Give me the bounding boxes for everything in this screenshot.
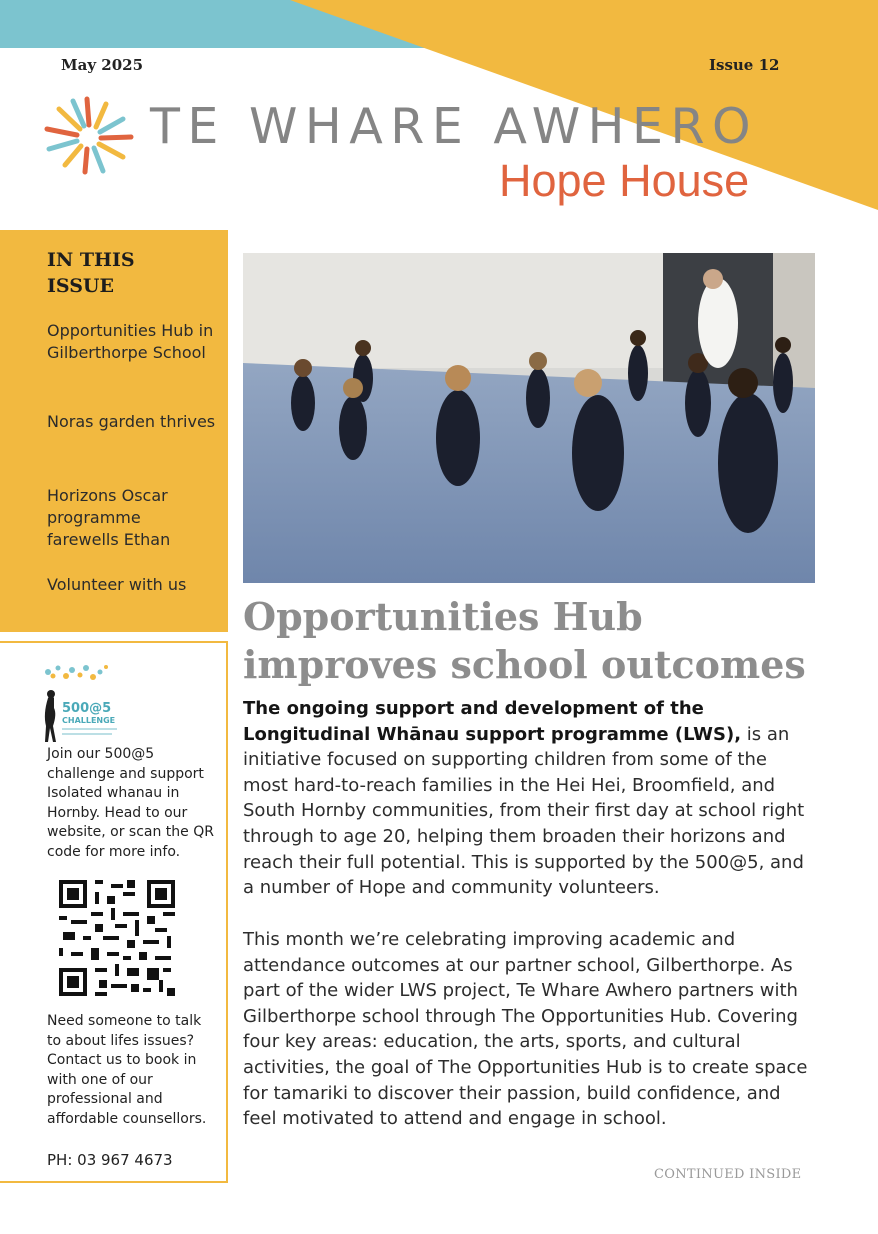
counselling-description: Need someone to talk to about lifes issues? Contact us to book in with one of our professional and affordable counsellors. (47, 1013, 207, 1127)
promo-box (0, 641, 228, 1183)
issue-date: May 2025 (61, 56, 144, 74)
in-this-issue-panel (0, 230, 228, 632)
qr-code-icon[interactable] (59, 880, 175, 996)
karate-class-photo (243, 253, 815, 583)
sunburst-logo-icon (43, 95, 135, 175)
toc-item-opportunities-hub[interactable]: Opportunities Hub in Gilberthorpe School (47, 321, 214, 362)
lead-bold-text: The ongoing support and development of the Longitudinal Whānau support programme (LWS), (243, 698, 742, 745)
article-headline (243, 593, 843, 689)
challenge-logo-subtitle: CHALLENGE (62, 716, 116, 725)
challenge-logo-title: 500@5 (62, 701, 112, 716)
continued-inside-label: CONTINUED INSIDE (654, 1167, 802, 1182)
in-this-issue-heading: IN THIS ISSUE (47, 249, 135, 297)
challenge-description: Join our 500@5 challenge and support Isolated whanau in Hornby. Head to our website, or scan the QR code for more info. (47, 746, 214, 860)
article-lead-paragraph (243, 696, 815, 901)
toc-item-volunteer[interactable]: Volunteer with us (47, 575, 187, 594)
headline-line-2: improves school outcomes (243, 642, 806, 687)
toc-item-horizons-oscar[interactable]: Horizons Oscar programme farewells Ethan (47, 486, 171, 549)
issue-number: Issue 12 (709, 56, 780, 74)
brand-subtitle: Hope House (499, 155, 750, 206)
article-second-paragraph: This month we’re celebrating improving academic and attendance outcomes at our partner school, Gilberthorpe. As part of the wider LWS project, Te Whare Awhero partners with Gilberthorpe school through The Opportunities Hub. Covering four key areas: education, the arts, sports, and cultural activities, the goal of The Opportunities Hub is to create space for tamariki to discover their passion, build confidence, and feel motivated to attend and engage in school. (243, 929, 808, 1130)
headline-line-1: Opportunities Hub (243, 594, 643, 639)
challenge-logo-icon (42, 654, 132, 744)
toc-item-noras-garden[interactable]: Noras garden thrives (47, 412, 216, 431)
brand-title: TE WHARE AWHERO (150, 98, 759, 155)
phone-number[interactable]: PH: 03 967 4673 (47, 1151, 173, 1169)
lead-rest-text: is an initiative focused on supporting children from some of the most hard-to-reach families in the Hei Hei, Broomfield, and South Hornby communities, from their first day at school right through to age 20, helping them broaden their horizons and reach their full potential. This is supported by the 500@5, and a number of Hope and community volunteers. (243, 723, 805, 899)
